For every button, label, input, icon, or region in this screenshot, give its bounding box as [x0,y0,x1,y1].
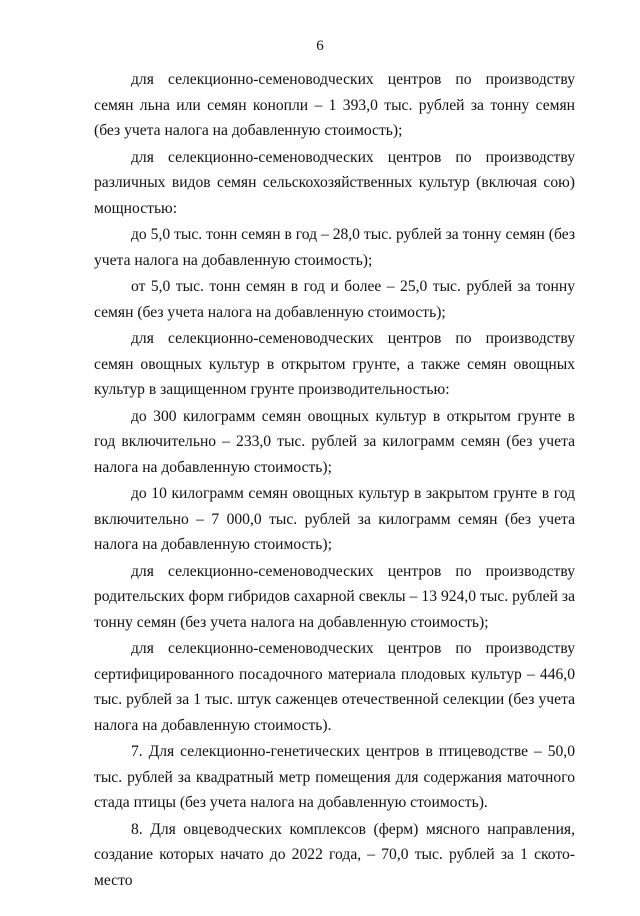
paragraph-vegetable-seeds-productivity: для селекционно-семеноводческих центров по производству семян овощных культур в открытом грунте, а также семян овощных культур в защищенном грунте производительностью: [94,330,575,398]
paragraph-sheep-farms: 8. Для овцеводческих комплексов (ферм) мясного направления, создание которых начато до 2022 года, – 70,0 тыс. рублей за 1 ското-место [94,820,575,889]
paragraph-open-ground-300kg: до 300 килограмм семян овощных культур в открытом грунте в год включительно – 233,0 тыс. рублей за килограмм семян (без учета налога на добавленную стоимость); [94,407,575,476]
paragraph-from-5k-tons: от 5,0 тыс. тонн семян в год и более – 25,0 тыс. рублей за тонну семян (без учета налога на добавленную стоимость); [94,278,575,321]
document-body [94,67,575,893]
page-number: 6 [316,38,324,54]
paragraph-poultry-genetic-centers: 7. Для селекционно-генетических центров в птицеводстве – 50,0 тыс. рублей за квадратный метр помещения для содержания маточного стада птицы (без учета налога на добавленную стоимость). [94,743,575,811]
paragraph-crop-seeds-capacity: для селекционно-семеноводческих центров по производству различных видов семян сельскохозяйственных культур (включая сою) мощностью: [94,148,575,217]
paragraph-flax-hemp-seeds: для селекционно-семеноводческих центров по производству семян льна или семян конопли – 1 393,0 тыс. рублей за тонну семян (без учета налога на добавленную стоимость); [94,71,575,139]
paragraph-up-to-5k-tons: до 5,0 тыс. тонн семян в год – 28,0 тыс. рублей за тонну семян (без учета налога на добавленную стоимость); [94,226,575,269]
paragraph-fruit-planting-material: для селекционно-семеноводческих центров по производству сертифицированного посадочного материала плодовых культур – 446,0 тыс. рублей за 1 тыс. штук саженцев отечественной селекции (без учета налога на добавленную стоимость). [94,640,575,734]
paragraph-closed-ground-10kg: до 10 килограмм семян овощных культур в закрытом грунте в год включительно – 7 000,0 тыс. рублей за килограмм семян (без учета налога на добавленную стоимость); [94,485,575,553]
paragraph-sugar-beet-hybrids: для селекционно-семеноводческих центров по производству родительских форм гибридов сахарной свеклы – 13 924,0 тыс. рублей за тонну семян (без учета налога на добавленную стоимость); [94,562,575,631]
